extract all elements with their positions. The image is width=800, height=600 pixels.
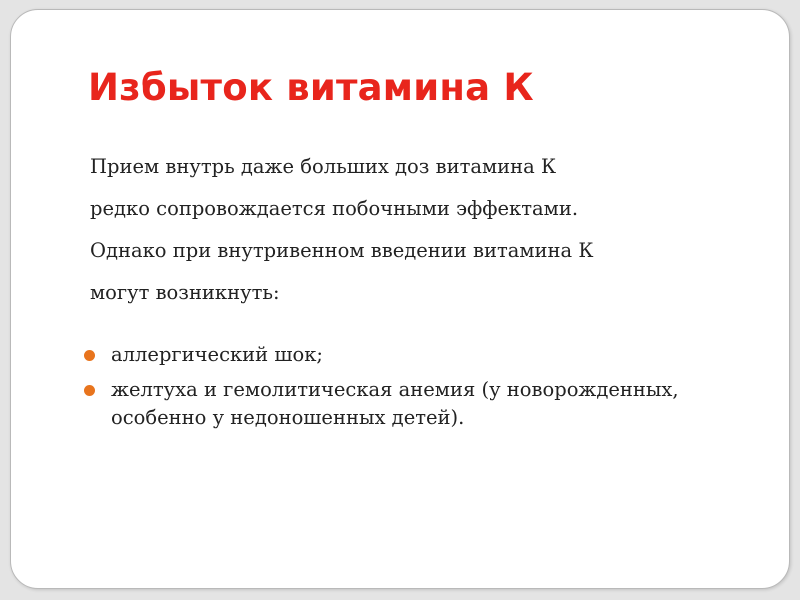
bullet-item-allergic-shock <box>84 341 704 369</box>
bullet-text: особенно у недоношенных детей). <box>111 406 465 429</box>
bullet-item-jaundice-anemia <box>84 376 704 432</box>
slide-title: Избыток витамина К <box>88 66 534 109</box>
bullet-text: желтуха и гемолитическая анемия (у новорожденных, <box>111 378 679 401</box>
intro-line: могут возникнуть: <box>90 281 280 304</box>
orange-circle-bullet-icon <box>84 385 95 396</box>
intro-line: редко сопровождается побочными эффектами. <box>90 197 579 220</box>
intro-line: Однако при внутривенном введении витамина К <box>90 239 594 262</box>
intro-line: Прием внутрь даже больших доз витамина К <box>90 155 557 178</box>
bullet-text: аллергический шок; <box>111 343 323 366</box>
bullet-list <box>84 341 704 439</box>
intro-paragraph <box>90 146 593 314</box>
orange-circle-bullet-icon <box>84 350 95 361</box>
